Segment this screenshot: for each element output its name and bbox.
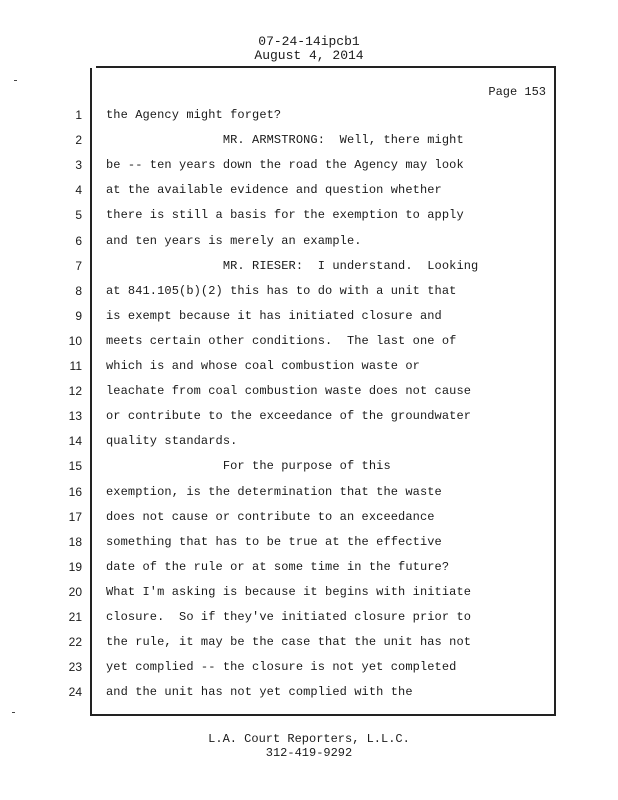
transcript-line: and the unit has not yet complied with the	[106, 685, 413, 700]
transcript-line: meets certain other conditions. The last one of	[106, 333, 457, 348]
line-number: 4	[75, 183, 82, 198]
line-number: 22	[68, 635, 82, 650]
transcript-line: which is and whose coal combustion waste or	[106, 359, 420, 373]
line-number: 20	[68, 584, 82, 599]
line-number: 2	[75, 133, 82, 148]
page-number-label: Page 153	[488, 85, 546, 99]
line-number: 8	[75, 283, 82, 298]
transcript-line: closure. So if they've initiated closure prior to	[106, 610, 472, 624]
transcript-line: or contribute to the exceedance of the groundwater	[106, 409, 472, 424]
scan-speck	[14, 80, 17, 81]
document-header-date: August 4, 2014	[254, 48, 364, 63]
line-number: 12	[68, 384, 82, 399]
line-number: 24	[68, 685, 82, 700]
line-number: 19	[68, 559, 82, 574]
transcript-line: leachate from coal combustion waste does not cause	[106, 384, 472, 399]
footer-phone: 312-419-9292	[265, 746, 353, 760]
footer-company: L.A. Court Reporters, L.L.C.	[208, 732, 410, 746]
line-number: 17	[68, 509, 82, 524]
line-number: 5	[75, 208, 82, 223]
document-header-title: 07-24-14ipcb1	[258, 34, 360, 49]
transcript-line: the Agency might forget?	[106, 108, 282, 122]
line-number: 9	[75, 308, 82, 323]
line-number: 15	[68, 459, 82, 474]
transcript-line: something that has to be true at the effective	[106, 534, 442, 549]
transcript-line: there is still a basis for the exemption to apply	[106, 208, 464, 223]
transcript-line: quality standards.	[106, 434, 238, 449]
transcript-line: at 841.105(b)(2) this has to do with a unit that	[106, 283, 457, 298]
line-number: 16	[68, 484, 82, 499]
scan-speck	[12, 712, 15, 713]
line-number: 18	[68, 534, 82, 549]
line-number: 6	[75, 233, 82, 248]
transcript-line: For the purpose of this	[106, 459, 391, 474]
line-number: 21	[68, 610, 82, 624]
line-number: 10	[68, 333, 82, 348]
transcript-line: the rule, it may be the case that the unit has not	[106, 635, 472, 650]
line-number: 7	[75, 258, 82, 273]
transcript-line: at the available evidence and question whether	[106, 183, 442, 198]
line-number: 3	[75, 158, 82, 173]
line-number: 1	[75, 108, 82, 122]
transcript-line: does not cause or contribute to an exceedance	[106, 509, 435, 524]
line-number: 13	[68, 409, 82, 424]
line-number: 11	[69, 359, 82, 373]
transcript-line: is exempt because it has initiated closure and	[106, 308, 442, 323]
line-number: 23	[68, 660, 82, 675]
transcript-line: What I'm asking is because it begins with initiate	[106, 584, 472, 599]
transcript-line: date of the rule or at some time in the future?	[106, 559, 450, 574]
transcript-line: and ten years is merely an example.	[106, 233, 362, 248]
transcript-line: MR. ARMSTRONG: Well, there might	[106, 133, 464, 148]
transcript-line: be -- ten years down the road the Agency may look	[106, 158, 464, 173]
transcript-line: yet complied -- the closure is not yet completed	[106, 660, 457, 675]
transcript-line: MR. RIESER: I understand. Looking	[106, 258, 479, 273]
transcript-line: exemption, is the determination that the waste	[106, 484, 442, 499]
line-number: 14	[68, 434, 82, 449]
